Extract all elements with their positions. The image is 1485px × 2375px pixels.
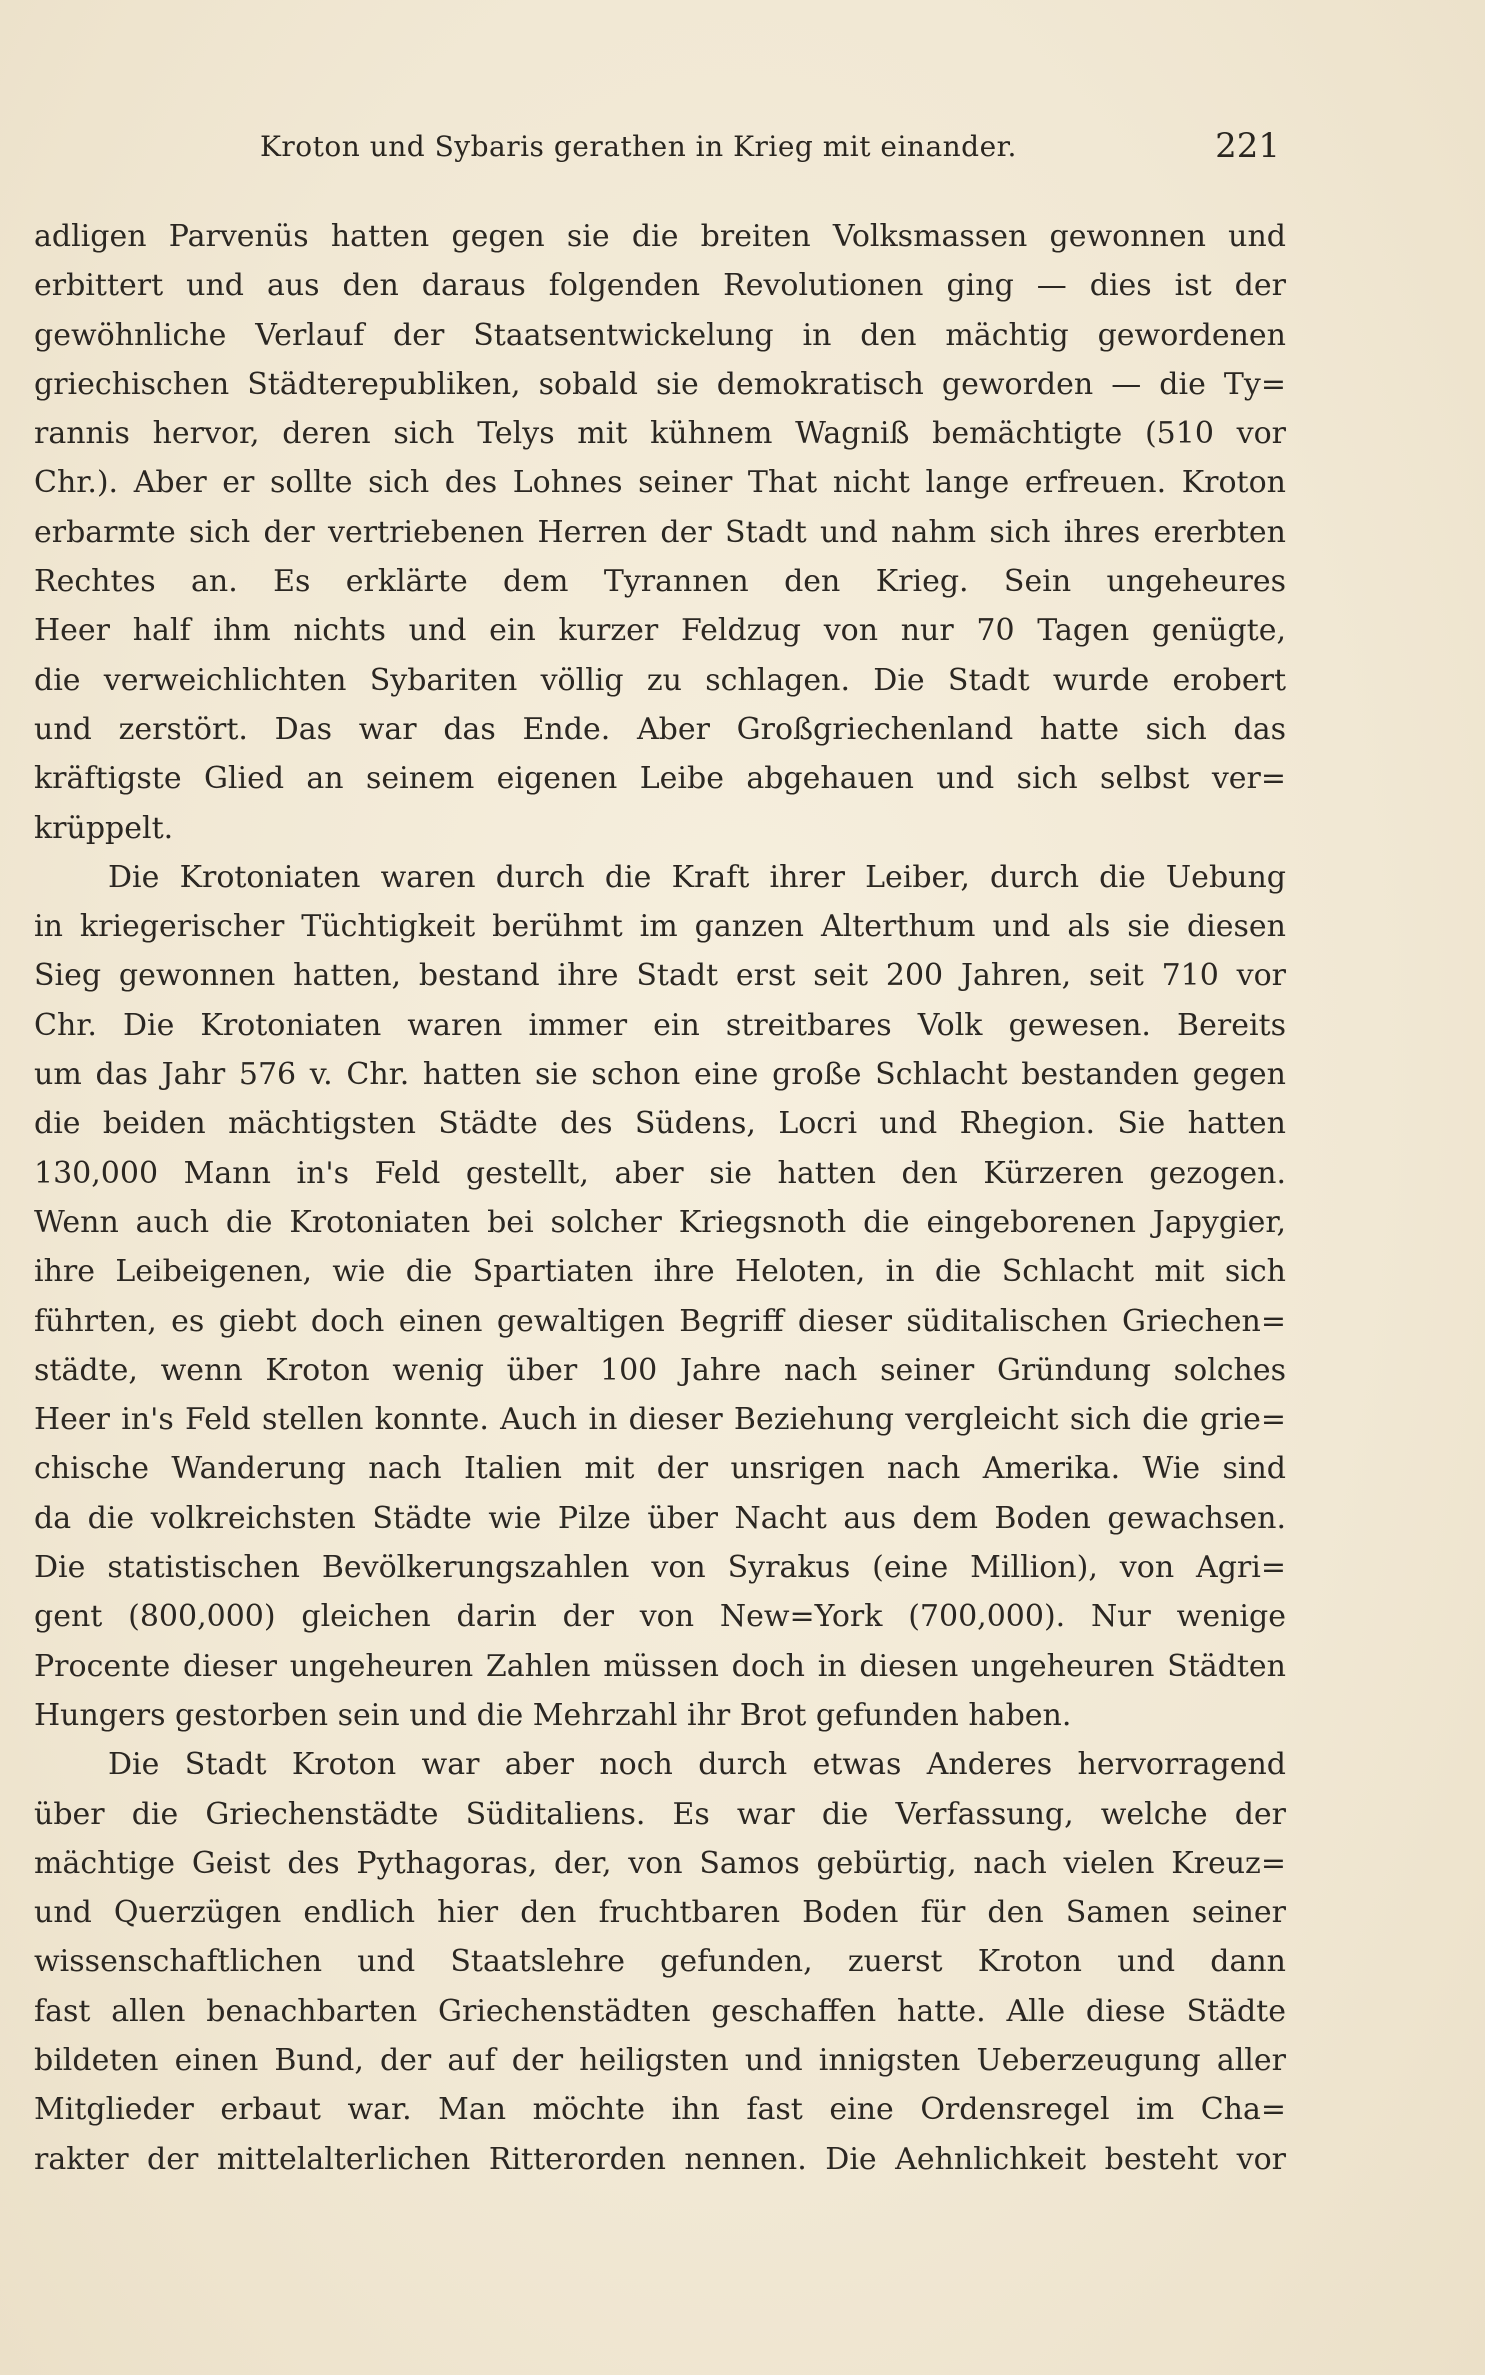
text-line: die verweichlichten Sybariten völlig zu schlagen. Die Stadt wurde erobert xyxy=(34,662,1286,698)
text-line: und zerstört. Das war das Ende. Aber Großgriechenland hatte sich das xyxy=(34,711,1286,747)
body-text xyxy=(34,212,1286,2233)
text-line: wissenschaftlichen und Staatslehre gefunden, zuerst Kroton und dann xyxy=(34,1944,1286,1980)
text-line: griechischen Städterepubliken, sobald sie demokratisch geworden — die Ty= xyxy=(34,366,1286,402)
text-line: über die Griechenstädte Süditaliens. Es war die Verfassung, welche der xyxy=(34,1796,1286,1832)
running-head: Kroton und Sybaris gerathen in Krieg mit einander. xyxy=(260,130,1017,163)
text-line: mächtige Geist des Pythagoras, der, von Samos gebürtig, nach vielen Kreuz= xyxy=(34,1845,1286,1881)
text-line: Heer in's Feld stellen konnte. Auch in dieser Beziehung vergleicht sich die grie= xyxy=(34,1402,1286,1438)
page-header xyxy=(260,126,1280,172)
text-line: Die Krotoniaten waren durch die Kraft ihrer Leiber, durch die Uebung xyxy=(108,859,1286,895)
text-line: krüppelt. xyxy=(34,810,174,846)
text-line: rakter der mittelalterlichen Ritterorden nennen. Die Aehnlichkeit besteht vor xyxy=(34,2141,1286,2177)
text-line: Chr. Die Krotoniaten waren immer ein streitbares Volk gewesen. Bereits xyxy=(34,1007,1286,1043)
text-line: kräftigste Glied an seinem eigenen Leibe abgehauen und sich selbst ver= xyxy=(34,761,1286,797)
text-line: adligen Parvenüs hatten gegen sie die breiten Volksmassen gewonnen und xyxy=(34,219,1286,254)
page-number: 221 xyxy=(1215,126,1280,166)
text-line: Hungers gestorben sein und die Mehrzahl ihr Brot gefunden haben. xyxy=(34,1697,1072,1733)
text-line: Mitglieder erbaut war. Man möchte ihn fast eine Ordensregel im Cha= xyxy=(34,2092,1286,2128)
text-line: da die volkreichsten Städte wie Pilze über Nacht aus dem Boden gewachsen. xyxy=(34,1500,1286,1536)
text-line: Die Stadt Kroton war aber noch durch etwas Anderes hervorragend xyxy=(108,1747,1286,1783)
text-line: fast allen benachbarten Griechenstädten geschaffen hatte. Alle diese Städte xyxy=(34,1993,1286,2029)
text-line: gewöhnliche Verlauf der Staatsentwickelung in den mächtig gewordenen xyxy=(34,317,1286,353)
text-line: Sieg gewonnen hatten, bestand ihre Stadt erst seit 200 Jahren, seit 710 vor xyxy=(34,958,1286,994)
text-line: gent (800,000) gleichen darin der von New=York (700,000). Nur wenige xyxy=(34,1599,1286,1635)
text-line xyxy=(34,2184,1286,2233)
text-line: um das Jahr 576 v. Chr. hatten sie schon eine große Schlacht bestanden gegen xyxy=(34,1057,1286,1093)
text-line: und Querzügen endlich hier den fruchtbaren Boden für den Samen seiner xyxy=(34,1895,1286,1931)
text-line: bildeten einen Bund, der auf der heiligsten und innigsten Ueberzeugung aller xyxy=(34,2042,1286,2078)
text-line: erbittert und aus den daraus folgenden Revolutionen ging — dies ist der xyxy=(34,268,1286,304)
text-line: erbarmte sich der vertriebenen Herren der Stadt und nahm sich ihres ererbten xyxy=(34,514,1286,550)
text-line: Procente dieser ungeheuren Zahlen müssen doch in diesen ungeheuren Städten xyxy=(34,1648,1286,1684)
text-line: chische Wanderung nach Italien mit der unsrigen nach Amerika. Wie sind xyxy=(34,1451,1286,1487)
text-line: Chr.). Aber er sollte sich des Lohnes seiner That nicht lange erfreuen. Kroton xyxy=(34,465,1286,501)
text-line: städte, wenn Kroton wenig über 100 Jahre nach seiner Gründung solches xyxy=(34,1352,1286,1388)
text-line: ihre Leibeigenen, wie die Spartiaten ihre Heloten, in die Schlacht mit sich xyxy=(34,1254,1286,1290)
text-line: 130,000 Mann in's Feld gestellt, aber sie hatten den Kürzeren gezogen. xyxy=(34,1155,1286,1191)
text-line: Rechtes an. Es erklärte dem Tyrannen den Krieg. Sein ungeheures xyxy=(34,564,1286,600)
text-line: in kriegerischer Tüchtigkeit berühmt im ganzen Alterthum und als sie diesen xyxy=(34,909,1286,945)
text-line: die beiden mächtigsten Städte des Südens, Locri und Rhegion. Sie hatten xyxy=(34,1106,1286,1142)
text-line: führten, es giebt doch einen gewaltigen Begriff dieser süditalischen Griechen= xyxy=(34,1303,1286,1339)
text-line: Heer half ihm nichts und ein kurzer Feldzug von nur 70 Tagen genügte, xyxy=(34,613,1286,649)
text-line: Die statistischen Bevölkerungszahlen von Syrakus (eine Million), von Agri= xyxy=(34,1550,1286,1586)
text-line: rannis hervor, deren sich Telys mit kühnem Wagniß bemächtigte (510 vor xyxy=(34,416,1286,452)
text-line: Wenn auch die Krotoniaten bei solcher Kriegsnoth die eingeborenen Japygier, xyxy=(34,1204,1286,1240)
